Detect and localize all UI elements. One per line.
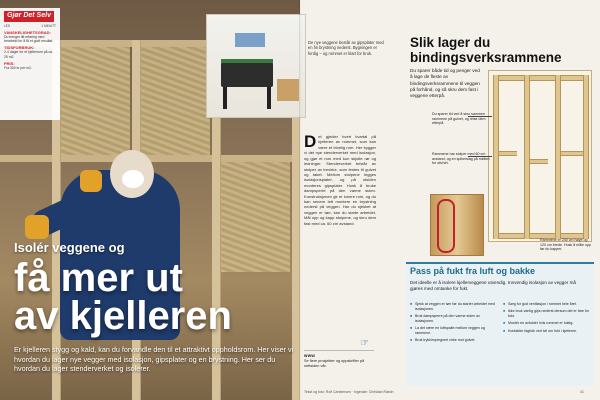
hero-title-line1: få mer ut — [14, 256, 183, 300]
time-heading: TIDSFORBRUK: — [4, 45, 35, 51]
drop-cap: D — [304, 132, 317, 151]
time-text: 2-4 dager for et kjellerrom på ca. 25 m2. — [4, 50, 53, 59]
list-item: ■ Sørg for god ventilasjon i rommet hele året. — [503, 302, 591, 307]
moisture-intro: Det ideelle er å isolere kjellerveggene utvendig. Innvendig isolasjon av vegger må gjøres med omtanke for fukt. — [410, 280, 576, 291]
page-number: 41 — [580, 390, 584, 394]
frames-intro: Du sparer både tid og penger ved å lage de fleste av bindingsverksrammene til veggen på forhånd, og så skru dem fast i veggene etterpå. — [410, 68, 480, 98]
hero-title-block — [14, 240, 299, 338]
frames-title — [410, 36, 590, 65]
frames-title-line2: bindingsverksrammene — [410, 49, 562, 65]
hero-lead: Er kjelleren stygg og kald, kan du forvandle den til et attraktivt oppholdsrom. Her viser vi hvordan du lager nye vegger med isolasjon, gipsplater og en brystning. Her ser du hvordan du lager stenderverket og isolerer. — [14, 345, 294, 374]
frame-label-a: Du sparer tid ved å skru sammen rammene på gulvet, og reise dem etterpå. — [432, 112, 486, 126]
list-item: ■ Ikke bruk vanlig gips nederst dersom det er fare for fukt. — [503, 309, 591, 319]
difficulty-text: Du trenger litt erfaring med trearbeid for å få et godt resultat. — [4, 34, 54, 43]
list-item: ■ Kontakter fagfolk ved tvil om fukt i kjelleren. — [503, 329, 591, 334]
info-sidebar — [0, 8, 60, 120]
foosball-table — [221, 63, 273, 87]
frame-illustration — [488, 70, 592, 242]
frame-label-b: Rammene har stolper med 60 cm avstand, og en spikerslag på midten for stivhet. — [432, 152, 490, 166]
body-paragraph: et gjelder hvert kvartal på kjelleren av rommet, som kan være et trivelig rom. Her bygger vi det nye stenderverket med isolasjon, og gjør et rom med kun skjulte rør og ledninger. Stenderverket består av stolper av trevirke, som festes til gulvet og taket. Mellom stolpene legges isolasjonsplater, og på utsiden monteres gipsplater. Husk å bruke dampsperre på den varme siden. Konstruksjonen gir et lunere rom, og du kan senere lett montere en brystning nederst på veggen. Har du sjekket at veggen er tørr, kan du starte arbeidet. Mål opp og kapp stolpene, og skru dem fast med ca. 60 cm avstand. — [304, 134, 376, 226]
cursor-hand-icon: ☞ — [360, 338, 369, 349]
article-body — [304, 134, 376, 226]
wall-picture — [235, 33, 265, 47]
page-fold — [299, 0, 301, 400]
highlight-circle — [437, 199, 455, 253]
moisture-title: Pass på fukt fra luft og bakke — [410, 266, 536, 276]
credits-footer: Tekst og foto: Rolf Carstensen · Ingeniør: Christian Ratvin — [304, 390, 394, 394]
detail-photo — [430, 194, 484, 256]
room-photo — [206, 14, 306, 118]
list-item: ■ Sjekk at veggen er tørr før du starter arbeidet med isolasjonen. — [410, 302, 498, 312]
price-heading: PRIS: — [4, 60, 15, 66]
work-glove — [80, 170, 102, 192]
list-item: ■ La det være en luftspalte mellom veggen og rammene. — [410, 326, 498, 336]
read-time: 1 MINUTT — [41, 23, 56, 28]
hero-kicker: Isolér veggene og — [14, 240, 125, 255]
www-box — [304, 350, 374, 369]
www-tag: www — [304, 353, 316, 358]
table-leg — [223, 87, 227, 109]
moisture-list-right — [503, 302, 591, 336]
price-text: Fra 300 kr per m2. — [4, 65, 32, 70]
hero-title-line2: av kjelleren — [14, 294, 232, 338]
wooden-box — [277, 79, 299, 101]
magazine-logo: Gjør Det Selv — [4, 11, 54, 22]
difficulty-heading: VANSKELIGHETSGRAD: — [4, 29, 51, 35]
meta-row — [4, 24, 56, 28]
frame-label-c: Rammene er 240 cm høye og 120 cm brede. Husk å måle opp før du kapper. — [540, 238, 591, 252]
work-glove — [25, 215, 49, 239]
list-item: ■ Bruk trykkimpregnert virke mot gulvet. — [410, 338, 498, 343]
list-item: ■ Bruk dampsperre på den varme siden av isolasjonen. — [410, 314, 498, 324]
room-photo-caption: De nye veggene består av gipsplater med en fin brystning nederst. Bygningen er ferdig – og rommet er klart for bruk. — [308, 40, 384, 56]
dust-mask — [122, 170, 144, 188]
table-leg — [267, 87, 271, 109]
moisture-list-left — [410, 302, 498, 346]
www-text: Se flere prosjekter og oppskrifter på nettsiden vår. — [304, 358, 365, 368]
issue-label: LES — [4, 23, 11, 28]
list-item: ■ Montér en avfukter hvis rommet er fuktig. — [503, 321, 591, 326]
frames-title-line1: Slik lager du — [410, 35, 491, 50]
